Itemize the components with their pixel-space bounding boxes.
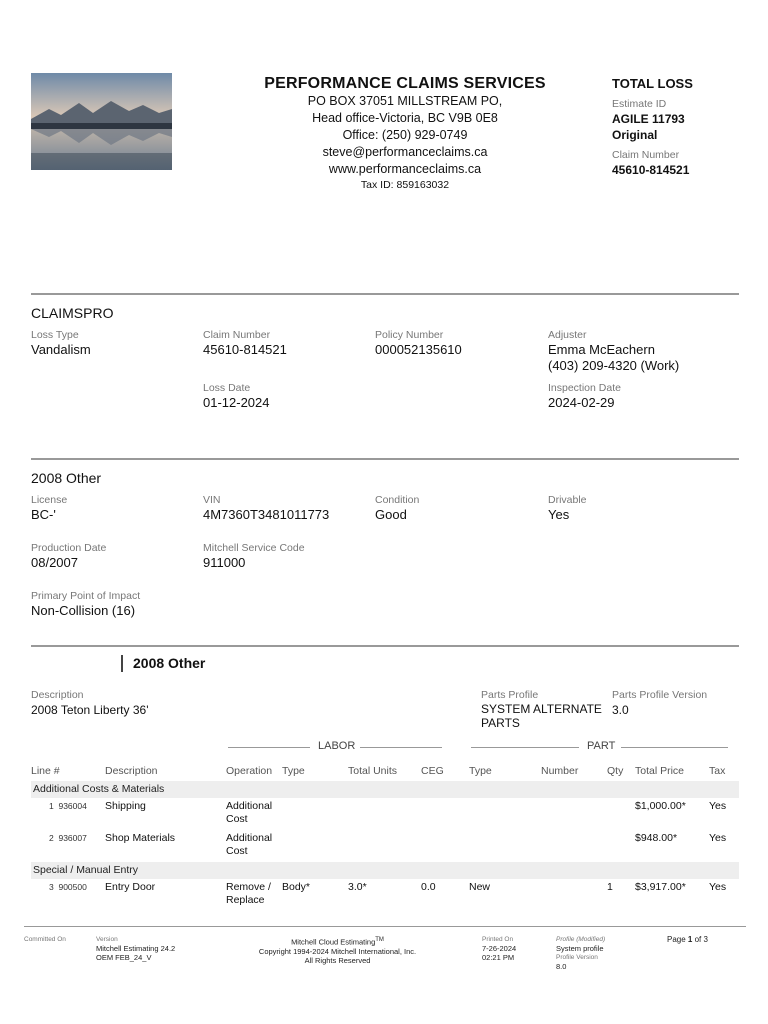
- page-total: of 3: [694, 935, 708, 944]
- col-ceg: CEG: [421, 765, 444, 777]
- table-row: [31, 879, 739, 911]
- line-tax: Yes: [709, 832, 727, 844]
- operation-line-1: Additional: [226, 832, 273, 844]
- description-value: 2008 Teton Liberty 36': [31, 703, 149, 717]
- line-part-number: [541, 830, 607, 862]
- production-date-label: Production Date: [31, 542, 107, 554]
- group-name: Additional Costs & Materials: [31, 781, 739, 798]
- table-row: [31, 798, 739, 830]
- operation-line-2: Cost: [226, 845, 248, 857]
- trademark: TM: [375, 937, 384, 943]
- line-part-number: [541, 798, 607, 830]
- line-part-type: [469, 798, 541, 830]
- line-tax: Yes: [709, 881, 727, 893]
- drivable-field: [548, 493, 718, 523]
- company-logo-photo: [31, 73, 172, 170]
- operation-line-2: Cost: [226, 813, 248, 825]
- operation-line-1: Remove /: [226, 881, 271, 893]
- estimate-claim-number: 45610-814521: [612, 163, 690, 177]
- line-description: Entry Door: [105, 881, 156, 893]
- line-part-type: New: [469, 881, 491, 893]
- line-code: 900500: [58, 882, 87, 892]
- divider: [31, 458, 739, 460]
- product-name: Mitchell Cloud Estimating: [291, 937, 376, 947]
- line-items-table: [31, 763, 739, 911]
- license-label: License: [31, 494, 68, 506]
- line-description: Shipping: [105, 800, 146, 812]
- company-block: [200, 75, 610, 193]
- part-group-header: [471, 740, 728, 754]
- version-label: Version: [96, 936, 118, 943]
- claim-number-field: [203, 328, 373, 358]
- line-operation: [226, 879, 282, 911]
- col-number: Number: [541, 765, 579, 777]
- line-number-cell: [31, 798, 105, 830]
- inspection-date-field: [548, 381, 718, 411]
- loss-date-label: Loss Date: [203, 382, 251, 394]
- condition-label: Condition: [375, 494, 420, 506]
- line-type: Body*: [282, 881, 311, 893]
- page-prefix: Page: [667, 935, 686, 944]
- table-row: [31, 830, 739, 862]
- line-items-title: 2008 Other: [121, 655, 205, 672]
- service-code-value: 911000: [203, 555, 246, 570]
- line-qty: [607, 830, 635, 862]
- line-description: Shop Materials: [105, 832, 176, 844]
- group-line: [471, 747, 579, 748]
- line-number: 2: [49, 833, 54, 843]
- parts-profile-label: Parts Profile: [481, 689, 539, 701]
- group-line: [621, 747, 728, 748]
- line-units: 3.0*: [348, 881, 367, 893]
- vin-label: VIN: [203, 494, 221, 506]
- policy-number-value: 000052135610: [375, 342, 462, 357]
- service-code-label: Mitchell Service Code: [203, 542, 305, 554]
- footer-version: [96, 935, 175, 962]
- adjuster-phone: (403) 209-4320 (Work): [548, 358, 680, 373]
- loss-type-label: Loss Type: [31, 329, 79, 341]
- loss-date-value: 01-12-2024: [203, 395, 270, 410]
- loss-date-field: [203, 381, 373, 411]
- divider: [31, 645, 739, 647]
- line-number: 1: [49, 801, 54, 811]
- page-number: 1: [687, 935, 693, 944]
- condition-field: [375, 493, 545, 523]
- footer-committed: [24, 935, 66, 944]
- operation-line-1: Additional: [226, 800, 273, 812]
- part-group-label: PART: [587, 740, 616, 752]
- table-group-row: [31, 781, 739, 798]
- adjuster-label: Adjuster: [548, 329, 587, 341]
- company-email: steve@performanceclaims.ca: [322, 145, 488, 159]
- printed-date: 7-26-2024: [482, 944, 517, 953]
- policy-number-label: Policy Number: [375, 329, 444, 341]
- parts-profile-version-label: Parts Profile Version: [612, 689, 708, 701]
- col-tax: Tax: [709, 765, 726, 777]
- line-code: 936004: [58, 801, 87, 811]
- divider: [31, 293, 739, 295]
- version-line-1: Mitchell Estimating 24.2: [96, 944, 176, 953]
- line-type: [282, 830, 348, 862]
- policy-number-field: [375, 328, 545, 358]
- inspection-date-value: 2024-02-29: [548, 395, 615, 410]
- profile-label: Profile (Modified): [556, 936, 606, 943]
- condition-value: Good: [375, 507, 407, 522]
- vin-value: 4M7360T3481011773: [203, 507, 330, 522]
- impact-value: Non-Collision (16): [31, 603, 136, 618]
- copyright-line: Copyright 1994-2024 Mitchell International, Inc.: [258, 946, 417, 956]
- line-part-type: [469, 830, 541, 862]
- line-tax: Yes: [709, 800, 727, 812]
- loss-type-field: [31, 328, 201, 358]
- company-name: PERFORMANCE CLAIMS SERVICES: [264, 75, 546, 92]
- footer-divider: [24, 926, 746, 927]
- line-ceg: [421, 798, 469, 830]
- col-line: Line #: [31, 765, 60, 777]
- parts-profile-version-field: [612, 688, 752, 718]
- company-address-1: PO BOX 37051 MILLSTREAM PO,: [307, 94, 503, 108]
- profile-version-label: Profile Version: [556, 954, 598, 961]
- line-ceg: 0.0: [421, 881, 436, 893]
- parts-profile-version-value: 3.0: [612, 703, 629, 717]
- line-type: [282, 798, 348, 830]
- company-address-2: Head office-Victoria, BC V9B 0E8: [312, 111, 498, 125]
- drivable-value: Yes: [548, 507, 570, 522]
- estimate-info: [612, 75, 762, 178]
- claim-number-value: 45610-814521: [203, 342, 287, 357]
- line-price: $3,917.00*: [635, 881, 686, 893]
- impact-field: [31, 589, 281, 619]
- page-indicator: [667, 935, 708, 944]
- production-date-field: [31, 541, 201, 571]
- line-code: 936007: [58, 833, 87, 843]
- printed-time: 02:21 PM: [482, 953, 515, 962]
- col-qty: Qty: [607, 765, 624, 777]
- group-line: [228, 747, 310, 748]
- parts-profile-field: [481, 688, 606, 730]
- group-name: Special / Manual Entry: [31, 862, 739, 879]
- claim-number-label: Claim Number: [203, 329, 271, 341]
- footer-printed: [482, 935, 516, 962]
- loss-type-value: Vandalism: [31, 342, 91, 357]
- col-type: Type: [282, 765, 305, 777]
- col-part-type: Type: [469, 765, 492, 777]
- claim-section-title: CLAIMSPRO: [31, 305, 114, 321]
- line-units: [348, 830, 421, 862]
- line-units: [348, 798, 421, 830]
- labor-group-header: [228, 740, 442, 754]
- group-line: [360, 747, 442, 748]
- adjuster-name: Emma McEachern: [548, 342, 655, 357]
- estimate-id: AGILE 11793: [612, 112, 685, 126]
- line-qty: [607, 798, 635, 830]
- parts-profile-value-1: SYSTEM ALTERNATE: [481, 702, 602, 716]
- company-office-phone: Office: (250) 929-0749: [342, 128, 468, 142]
- parts-profile-value-2: PARTS: [481, 716, 520, 730]
- estimate-status: Original: [612, 128, 658, 142]
- table-header-row: [31, 763, 739, 781]
- footer-profile: [556, 935, 605, 971]
- drivable-label: Drivable: [548, 494, 587, 506]
- inspection-date-label: Inspection Date: [548, 382, 621, 394]
- vin-field: [203, 493, 373, 523]
- profile-value: System profile: [556, 944, 604, 953]
- line-operation: [226, 798, 282, 830]
- line-number-cell: [31, 879, 105, 911]
- col-total-price: Total Price: [635, 765, 685, 777]
- impact-label: Primary Point of Impact: [31, 590, 141, 602]
- description-label: Description: [31, 689, 84, 701]
- license-field: [31, 493, 201, 523]
- operation-line-2: Replace: [226, 894, 265, 906]
- committed-on-label: Committed On: [24, 936, 66, 943]
- service-code-field: [203, 541, 373, 571]
- adjuster-field: [548, 328, 748, 374]
- line-number-cell: [31, 830, 105, 862]
- license-value: BC-': [31, 507, 56, 522]
- line-price: $948.00*: [635, 832, 678, 844]
- rights-line: All Rights Reserved: [304, 955, 371, 965]
- profile-version-value: 8.0: [556, 962, 567, 971]
- line-number: 3: [49, 882, 54, 892]
- table-group-row: [31, 862, 739, 879]
- estimate-type: TOTAL LOSS: [612, 76, 693, 91]
- version-line-2: OEM FEB_24_V: [96, 953, 152, 962]
- footer-copyright: [240, 936, 435, 965]
- labor-group-label: LABOR: [318, 740, 356, 752]
- description-field: [31, 688, 281, 718]
- estimate-id-label: Estimate ID: [612, 98, 667, 110]
- line-ceg: [421, 830, 469, 862]
- printed-on-label: Printed On: [482, 936, 514, 943]
- company-tax-id: Tax ID: 859163032: [360, 179, 450, 191]
- line-part-number: [541, 879, 607, 911]
- line-qty: 1: [607, 881, 613, 893]
- col-operation: Operation: [226, 765, 273, 777]
- vehicle-section-title: 2008 Other: [31, 470, 102, 486]
- company-website: www.performanceclaims.ca: [328, 162, 482, 176]
- line-operation: [226, 830, 282, 862]
- col-description: Description: [105, 765, 158, 777]
- estimate-claim-number-label: Claim Number: [612, 149, 680, 161]
- line-price: $1,000.00*: [635, 800, 686, 812]
- production-date-value: 08/2007: [31, 555, 78, 570]
- col-total-units: Total Units: [348, 765, 398, 777]
